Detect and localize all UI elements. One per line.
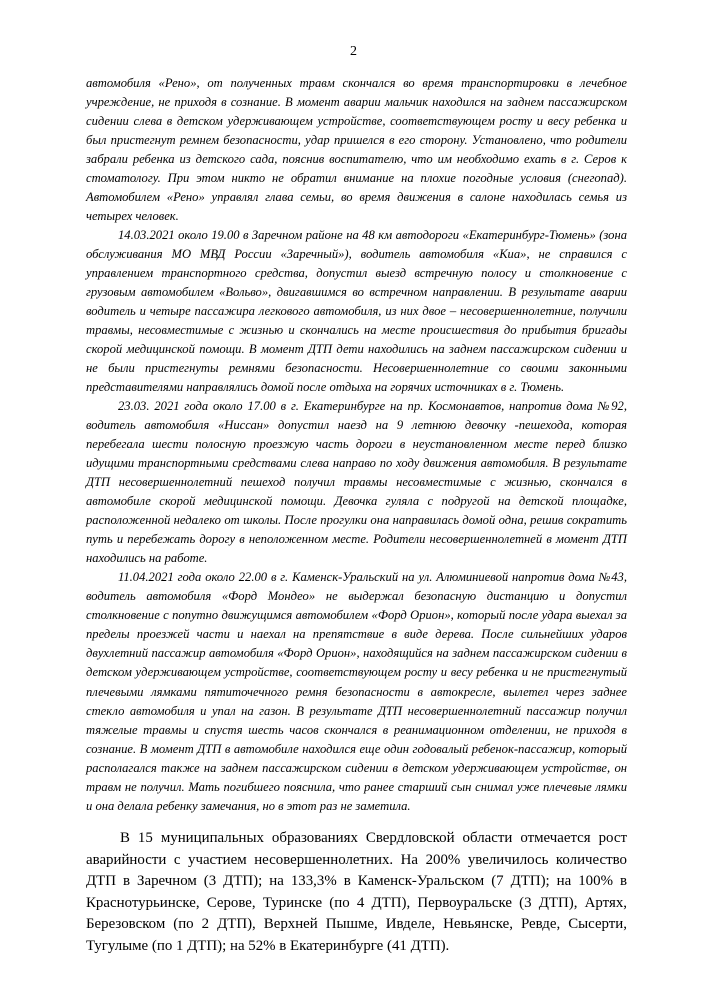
incident-paragraph-ekaterinburg: 23.03. 2021 года около 17.00 в г. Екатеринбурге на пр. Космонавтов, напротив дома №92, водитель автомобиля «Ниссан» допустил наезд на 9 летнюю девочку -пешехода, которая перебегала шести полосную проезжую часть дороги в неустановленном месте перед близко идущими транспортными средствами слева направо по ходу движения автомобиля. В результате ДТП несовершеннолетний пешеход получил травмы несовместимые с жизнью, скончался в автомобиле скорой медицинской помощи. Девочка гуляла с подругой на детской площадке, расположенной недалеко от школы. После прогулки она направилась домой одна, решив сократить путь и перебежать дорогу в неположенном месте. Родители несовершеннолетней в момент ДТП находились на работе. bbox=[86, 399, 627, 566]
incident-paragraph-kamensk: 11.04.2021 года около 22.00 в г. Каменск-Уральский на ул. Алюминиевой напротив дома №43, водитель автомобиля «Форд Мондео» не выдержал безопасную дистанцию и допустил столкновение с попутно движущимся автомобилем «Форд Орион», который после удара выехал за пределы проезжей части и наехал на препятствие в виде дерева. После сильнейших ударов двухлетний пассажир автомобиля «Форд Орион», находящийся на заднем пассажирском сидении в детском удерживающем устройстве, соответствующем росту и весу ребенка и не пристегнутый плечевыми лямками пятиточечного ремня безопасности в автокресле, вылетел через заднее стекло автомобиля и упал на газон. В результате ДТП несовершеннолетний пассажир получил тяжелые травмы и спустя шесть часов скончался в реанимационном отделении, не приходя в сознание. В момент ДТП в автомобиле находился еще один годовалый ребенок-пассажир, который располагался также на заднем пассажирском сидении в детском удерживающем устройстве, он травм не получил. Мать погибшего пояснила, что ранее старший сын снимал уже плечевые лямки и она делала ребенку замечания, но в этот раз не заметила. bbox=[86, 570, 627, 813]
page-number: 2 bbox=[350, 44, 357, 59]
incident-paragraph-continuation: автомобиля «Рено», от полученных травм скончался во время транспортировки в лечебное учреждение, не приходя в сознание. В момент аварии мальчик находился на заднем пассажирском сидении слева в детском удерживающем устройстве, соответствующем росту и весу ребенка и был пристегнут ремнем безопасности, удар пришелся в его сторону. Установлено, что родители забрали ребенка из детского сада, пояснив воспитателю, что им необходимо ехать в г. Серов к стоматологу. При этом никто не обратил внимание на плохие погодные условия (снегопад). Автомобилем «Рено» управлял глава семьи, во время движения в салоне находилась семья из четырех человек. bbox=[86, 76, 627, 224]
incident-reports bbox=[86, 74, 627, 816]
incident-paragraph-zarechny: 14.03.2021 около 19.00 в Заречном районе на 48 км автодороги «Екатеринбург-Тюмень» (зона обслуживания МО МВД России «Заречный»), водитель автомобиля «Киа», не справился с управлением транспортного средства, допустил выезд встречную полосу и столкновение с грузовым автомобилем «Вольво», двигавшимся во встречном направлении. В результате аварии водитель и четыре пассажира легкового автомобиля, из них двое – несовершеннолетние, получили травмы, несовместимые с жизнью и скончались на месте происшествия до прибытия бригады скорой медицинской помощи. В момент ДТП дети находились на заднем пассажирском сидении и не были пристегнуты ремнями безопасности. Несовершеннолетние со своими законными представителями направлялись домой после отдыха на горячих источниках в г. Тюмень. bbox=[86, 228, 627, 395]
statistics-section bbox=[86, 828, 627, 958]
statistics-paragraph: В 15 муниципальных образованиях Свердловской области отмечается рост аварийности с участием несовершеннолетних. На 200% увеличилось количество ДТП в Заречном (3 ДТП); на 133,3% в Каменск-Уральском (7 ДТП); на 100% в Краснотурьинске, Серове, Туринске (по 4 ДТП), Первоуральске (3 ДТП), Артях, Березовском (по 2 ДТП), Верхней Пышме, Ивделе, Невьянске, Ревде, Сысерти, Тугулыме (по 1 ДТП); на 52% в Екатеринбурге (41 ДТП). bbox=[86, 830, 627, 954]
